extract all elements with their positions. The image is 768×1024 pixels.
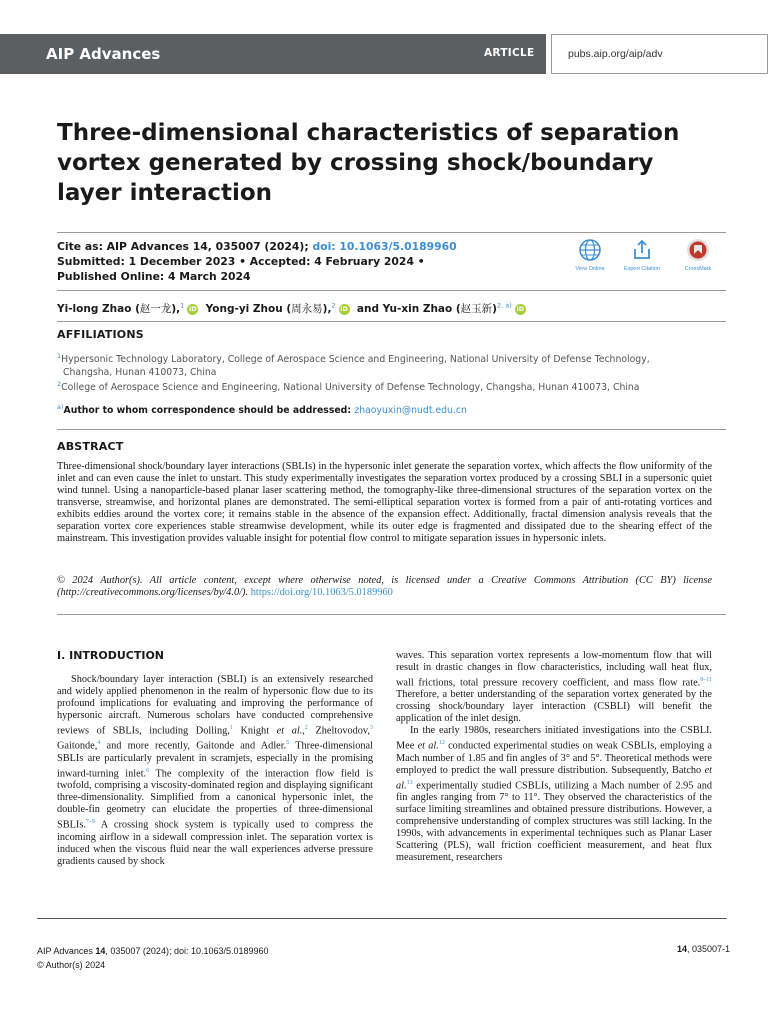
- reference-link[interactable]: 12: [438, 740, 445, 747]
- article-title: Three-dimensional characteristics of separation vortex generated by crossing shock/boundary layer interaction: [57, 120, 680, 206]
- authors-divider: [57, 321, 726, 322]
- abstract-heading: ABSTRACT: [57, 440, 124, 453]
- intro-paragraph-1: Shock/boundary layer interaction (SBLI) is an extensively researched and widely applied phenomenon in the realm of hypersonic flow due to its profound implications for evaluating and improving the performance of hypersonic aircraft. Numerous scholars have conducted comprehensive reviews of SBLIs, including Dolling,$^1$ Knight et al.,$^2$ Zheltovodov,$^3$ Gaitonde,$^4$ and more recently, Gaitonde and Adler.$^5$ Three-dimensional SBLIs are particularly prevalent in scramjets, especially in the promising inward-turning inlet.$^6$ The complexity of the interaction flow field is twofold, comprising a viscosity-dominated region and displaying significant three-dimensionality. Simplified from a canonical hypersonic inlet, the double-fin geometry can elucidate the properties of three-dimensional SBLIs.$^{7-9}$ A crossing shock system is typically used to compress the incoming airflow in a sidewall compression inlet. The separation vortex is induced when the viscous fluid near the wall experiences adverse pressure gradients caused by shock: [57, 674, 373, 867]
- footer-citation: AIP Advances 14, 035007 (2024); doi: 10.1063/5.0189960 © Author(s) 2024: [37, 946, 269, 970]
- view-online-icon: [578, 238, 602, 262]
- export-citation-icon: [630, 238, 654, 262]
- doi-link[interactable]: doi: 10.1063/5.0189960: [312, 240, 457, 253]
- reference-link[interactable]: 6: [146, 767, 150, 774]
- license-doi-link[interactable]: https://doi.org/10.1063/5.0189960: [250, 587, 393, 598]
- body-column-right: [396, 650, 712, 864]
- journal-url[interactable]: pubs.aip.org/aip/adv: [568, 48, 663, 60]
- reference-link[interactable]: 7–9: [85, 819, 95, 826]
- reference-link[interactable]: 3: [370, 725, 373, 731]
- reference-link[interactable]: 5: [286, 740, 290, 747]
- cite-divider: [57, 290, 726, 291]
- export-citation-button[interactable]: [618, 238, 666, 272]
- header-banner: [0, 34, 546, 74]
- affiliation-1: $^1$Hypersonic Technology Laboratory, College of Aerospace Science and Engineering, National University of Defense Technology, Changsha, Hunan 410073, China: [57, 352, 650, 379]
- license-text: © 2024 Author(s). All article content, except where otherwise noted, is licensed under a Creative Commons Attribution (CC BY) license (http://creativecommons.org/licenses/by/4.0/). https://doi.org/10.1063/5.0189960: [57, 575, 712, 598]
- introduction-heading: I. INTRODUCTION: [57, 649, 165, 662]
- author-1[interactable]: Yi-long Zhao (赵一龙),$^1$: [57, 301, 185, 315]
- intro-paragraph-2: In the early 1980s, researchers initiated investigations into the CSBLI. Mee et al.$^{12}$ conducted experimental studies on weak CSBLIs, employing a Mach number of 1.85 and fin angles of 3° and 5°. Theoretical methods were employed to predict the wall pressure distribution. Subsequently, Batcho et al.$^{13}$ experimentally studied CSBLIs, utilizing a Mach number of 2.95 and fin angles ranging from 7° to 11°. They observed the characteristics of the surface limiting streamlines and obtained pressure distributions. However, a comprehensive understanding of complex structures was still lacking. In the 1990s, with advancements in experimental techniques such as Planar Laser Scattering (PLS), wall friction coefficient measurement, and heat flux measurement, researchers: [396, 725, 712, 864]
- orcid-icon[interactable]: iD: [516, 304, 525, 313]
- reference-link[interactable]: 13: [406, 779, 413, 786]
- affiliations-heading: AFFILIATIONS: [57, 328, 144, 341]
- correspondence-email[interactable]: zhaoyuxin@nudt.edu.cn: [354, 405, 467, 417]
- article-type: ARTICLE: [484, 47, 535, 59]
- journal-name[interactable]: AIP Advances: [46, 45, 161, 63]
- view-online-button[interactable]: [566, 238, 614, 272]
- published-date: Published Online: 4 March 2024: [57, 270, 251, 283]
- cite-line: [57, 239, 457, 254]
- crossmark-label: CrossMark: [684, 266, 712, 272]
- reference-link[interactable]: 1: [229, 725, 233, 731]
- author-2[interactable]: Yong-yi Zhou (周永易),$^2$: [205, 301, 336, 315]
- view-online-label: View Online: [575, 266, 605, 272]
- author-list: [57, 301, 526, 316]
- submission-dates: Submitted: 1 December 2023 • Accepted: 4 February 2024 •: [57, 255, 425, 268]
- footer-divider: [37, 918, 727, 919]
- crossmark-icon: [686, 238, 710, 262]
- reference-link[interactable]: 4: [97, 740, 101, 747]
- abstract-divider: [57, 614, 726, 615]
- journal-header: [0, 34, 768, 74]
- title-divider: [57, 232, 726, 233]
- affiliation-2: $^2$College of Aerospace Science and Engineering, National University of Defense Technology, Changsha, Hunan 410073, China: [57, 380, 640, 394]
- orcid-icon[interactable]: iD: [340, 304, 348, 313]
- cite-prefix: Cite as: AIP Advances 14, 035007 (2024);: [57, 240, 309, 253]
- affiliations-divider: [57, 429, 726, 430]
- article-tools: [566, 238, 726, 278]
- abstract-text: Three-dimensional shock/boundary layer interactions (SBLIs) in the hypersonic inlet generate the separation vortex, which affects the flow uniformity of the inlet and can even cause the inlet to unstart. This study experimentally investigates the separation vortex produced by a crossing SBLI in a supersonic quiet wind tunnel. Using a nanoparticle-based planar laser scattering method, the tomography-like three-dimensional structures of the separation vortex on the transverse, streamwise, and horizontal planes are demonstrated. The semi-elliptical separation vortex is formed from a pair of anti-rotating vortices and exhibits eddies around the vortex core; it remains stable in the absence of the expansion effect. Additionally, fractal dimension analysis reveals that the separation vortex core experiences stable streamwise development, while its outer edge is fragmented and dissipated due to the shearing effect of the mainstream. This investigation provides valuable insight for potential flow control to mitigate separation issues in hypersonic inlets.: [57, 461, 712, 544]
- author-3[interactable]: and Yu-xin Zhao (赵玉新)$^{2, a)}$: [356, 301, 512, 315]
- body-column-left: [57, 674, 373, 868]
- export-citation-label: Export Citation: [623, 266, 661, 272]
- reference-link[interactable]: 2: [304, 725, 308, 731]
- journal-url-box[interactable]: [551, 34, 768, 74]
- intro-paragraph-1-cont: waves. This separation vortex represents a low-momentum flow that will result in drastic changes in flow characteristics, including wall heat flux, wall frictions, total pressure recovery coefficient, and mass flow rate.$^{8-11}$ Therefore, a better understanding of the separation vortex generated by the crossing shock/boundary layer interaction (CSBLI) will benefit the application of the inlet design.: [396, 650, 712, 725]
- page-number: 14, 035007-1: [676, 944, 730, 954]
- crossmark-button[interactable]: [674, 238, 722, 272]
- correspondence: $^{a)}$Author to whom correspondence should be addressed: zhaoyuxin@nudt.edu.cn: [57, 403, 467, 417]
- orcid-icon[interactable]: iD: [189, 304, 197, 313]
- reference-link[interactable]: 8–11: [700, 677, 712, 683]
- citation-info: [57, 239, 457, 284]
